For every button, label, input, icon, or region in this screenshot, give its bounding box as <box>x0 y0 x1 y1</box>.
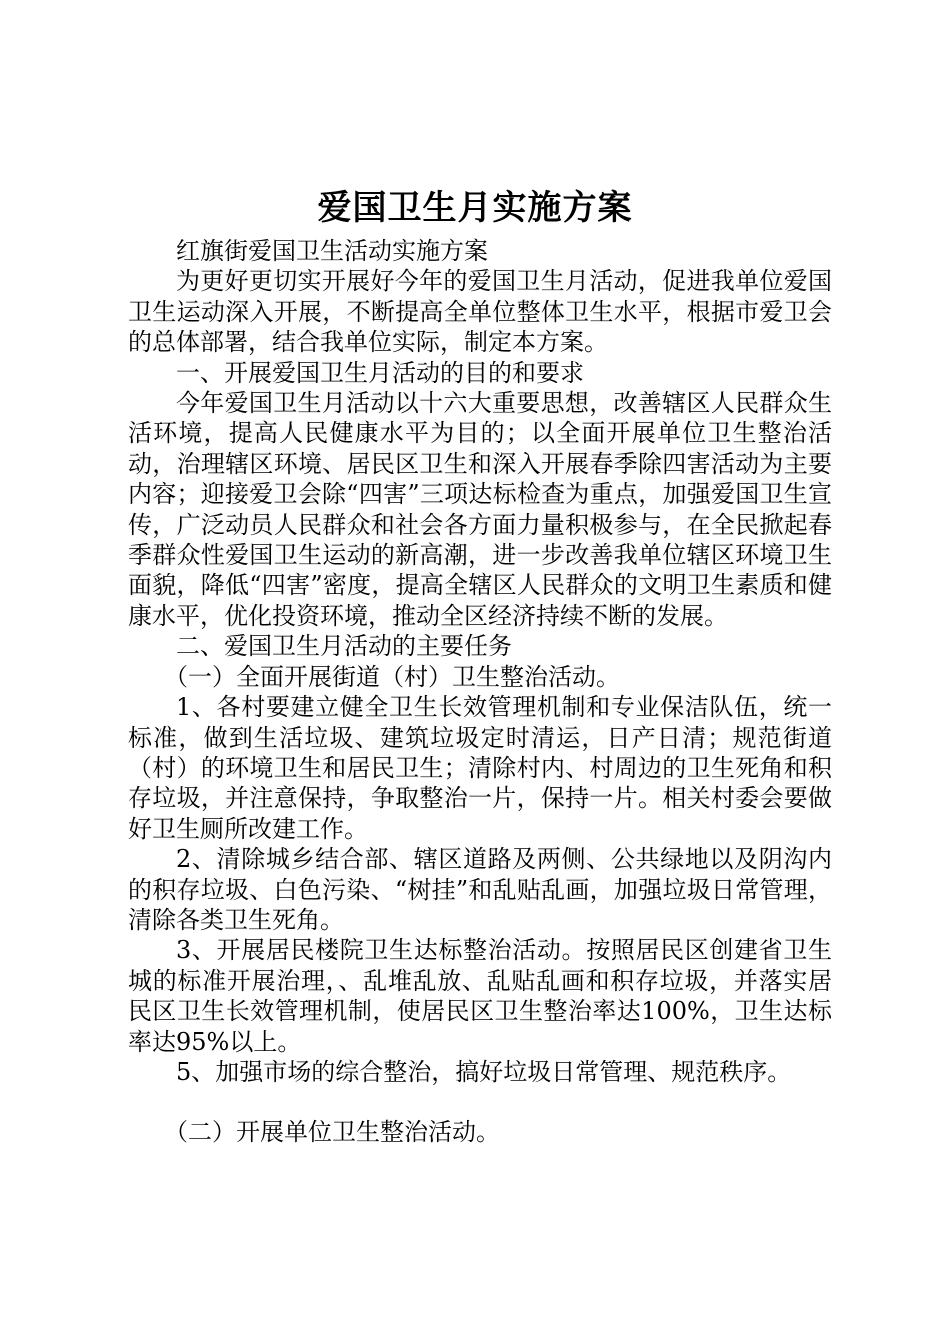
purpose-paragraph: 今年爱国卫生月活动以十六大重要思想，改善辖区人民群众生活环境，提高人民健康水平为目的；以全面开展单位卫生整治活动，治理辖区环境、居民区卫生和深入开展春季除四害活动为主要内容；迎接爱卫会除“四害”三项达标检查为重点，加强爱国卫生宣传，广泛动员人民群众和社会各方面力量积极参与，在全民掀起春季群众性爱国卫生运动的新高潮，进一步改善我单位辖区环境卫生面貌，降低“四害”密度，提高全辖区人民群众的文明卫生素质和健康水平，优化投资环境，推动全区经济持续不断的发展。 <box>128 389 832 630</box>
task-item-3: 3、开展居民楼院卫生达标整治活动。按照居民区创建省卫生城的标准开展治理，、乱堆乱放、乱贴乱画和积存垃圾，并落实居民区卫生长效管理机制，使居民区卫生整治率达100%，卫生达标率达95%以上。 <box>128 936 832 1056</box>
document-body <box>128 236 832 1148</box>
document-title: 爱国卫生月实施方案 <box>317 188 633 228</box>
task-item-5: 5、加强市场的综合整治，搞好垃圾日常管理、规范秩序。 <box>176 1057 792 1086</box>
subtitle-paragraph: 红旗街爱国卫生活动实施方案 <box>176 237 488 265</box>
task-item-2: 2、清除城乡结合部、辖区道路及两侧、公共绿地以及阴沟内的积存垃圾、白色污染、“树挂”和乱贴乱画，加强垃圾日常管理，清除各类卫生死角。 <box>128 845 832 934</box>
subsection-heading-1: （一）全面开展街道（村）卫生整治活动。 <box>164 662 620 691</box>
section-heading-1: 一、开展爱国卫生月活动的目的和要求 <box>176 358 584 387</box>
section-heading-2: 二、爱国卫生月活动的主要任务 <box>176 632 512 661</box>
subsection-heading-2: （二）开展单位卫生整治活动。 <box>164 1118 500 1147</box>
intro-paragraph: 为更好更切实开展好今年的爱国卫生月活动，促进我单位爱国卫生运动深入开展，不断提高全单位整体卫生水平，根据市爱卫会的总体部署，结合我单位实际，制定本方案。 <box>128 267 832 357</box>
task-item-1: 1、各村要建立健全卫生长效管理机制和专业保洁队伍，统一标准，做到生活垃圾、建筑垃圾定时清运，日产日清；规范街道（村）的环境卫生和居民卫生；清除村内、村周边的卫生死角和积存垃圾，并注意保持，争取整治一片，保持一片。相关村委会要做好卫生厕所改建工作。 <box>128 693 832 843</box>
